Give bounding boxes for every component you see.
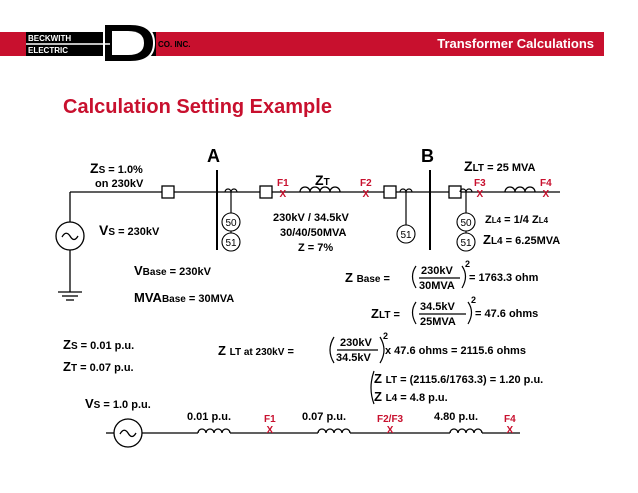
- pu-vs-value: = 1.0 p.u.: [100, 399, 151, 411]
- eq-zlt-pu-symbol: Z: [374, 371, 382, 386]
- fault-f3: [474, 178, 486, 200]
- paren-zbase-right: [462, 266, 466, 288]
- pu-zs-symbol: Z: [63, 337, 71, 352]
- header-title: Transformer Calculations: [437, 36, 594, 51]
- zlt-symbol: Z: [464, 158, 473, 174]
- zlt-sub: LT: [472, 163, 485, 174]
- xfmr-rating: 30/40/50MVA: [280, 227, 347, 239]
- zl4-mva-sub: L4: [490, 236, 503, 247]
- logo-line1: BECKWITH: [28, 34, 72, 43]
- fault-f1-label: F1: [277, 178, 289, 189]
- pu-zs-value: = 0.01 p.u.: [77, 340, 135, 352]
- pu-vs-label: [85, 396, 151, 411]
- zl4-ratio-text: = 1/4 Z: [501, 214, 539, 226]
- mvabase-sub: Base: [161, 294, 186, 305]
- pu-zt-value: = 0.07 p.u.: [77, 362, 134, 374]
- eq-zl4-pu-sub: L4: [385, 393, 398, 404]
- pu-impedance-zl: 4.80 p.u.: [434, 411, 479, 423]
- eq-zl4-pu-symbol: Z: [374, 389, 382, 404]
- zt-sub: T: [323, 177, 330, 188]
- relay-label-5: 51: [460, 238, 472, 249]
- pu-source-wave: [120, 430, 136, 436]
- eq-zbase-exp: 2: [465, 259, 471, 269]
- zl4-ratio-sub: L4: [491, 216, 502, 225]
- breaker-4: [449, 186, 461, 198]
- eq-zlt230-result: x 47.6 ohms = 2115.6 ohms: [385, 345, 526, 357]
- pu-zt-label: [63, 359, 134, 374]
- zlt-value: = 25 MVA: [484, 162, 536, 174]
- source-vs-label: [99, 222, 159, 238]
- eq-zbase-result: = 1763.3 ohm: [469, 272, 539, 284]
- eq-zlt230-exp: 2: [383, 331, 389, 341]
- eq-zbase-sub: Base: [356, 274, 381, 285]
- eq-zlt-num: 34.5kV: [420, 301, 455, 313]
- relay-label-1: 50: [225, 218, 237, 229]
- eq-zlt-symbol: Z: [371, 306, 379, 321]
- zl4-ratio-symbol: Z: [485, 214, 492, 226]
- eq-zlt-pu-rhs: = (2115.6/1763.3) = 1.20 p.u.: [397, 374, 544, 386]
- pu-fault-f4-mark: X: [506, 425, 514, 436]
- pu-fault-f4-label: F4: [504, 414, 516, 425]
- eq-zl4-pu: [374, 389, 448, 404]
- fault-f4-mark: X: [542, 189, 550, 200]
- zl4-ratio-label: [485, 214, 548, 226]
- eq-zlt230-den: 34.5kV: [336, 352, 371, 364]
- fault-f1: [277, 178, 289, 200]
- source-zs-label: [90, 160, 143, 176]
- eq-zlt230-lhs: [218, 343, 294, 358]
- eq-zlt-eq: =: [390, 309, 400, 321]
- pu-fault-f1: [264, 414, 276, 436]
- pu-zl-inductor: [450, 429, 482, 433]
- fault-f1-mark: X: [279, 189, 287, 200]
- source-zs-value: = 1.0%: [105, 164, 143, 176]
- relay-label-3: 51: [400, 230, 412, 241]
- vbase-symbol: V: [134, 263, 143, 278]
- mvabase-value: = 30MVA: [185, 293, 235, 305]
- logo-line2: ELECTRIC: [28, 46, 68, 55]
- eq-zlt230-sub: LT at 230kV: [229, 347, 285, 358]
- zlt-label: [464, 158, 536, 174]
- slide-title: Calculation Setting Example: [63, 96, 332, 118]
- breaker-3: [384, 186, 396, 198]
- pu-impedance-zs: 0.01 p.u.: [187, 411, 232, 423]
- eq-zbase-symbol: Z: [345, 270, 353, 285]
- zl4-mva-value: = 6.25MVA: [502, 235, 561, 247]
- xfmr-voltage: 230kV / 34.5kV: [273, 212, 349, 224]
- breaker-2: [260, 186, 272, 198]
- eq-zlt-den: 25MVA: [420, 316, 456, 328]
- zl4-mva-symbol: Z: [483, 232, 491, 247]
- source-zs-symbol: Z: [90, 160, 99, 176]
- eq-zl4-pu-rhs: = 4.8 p.u.: [397, 392, 448, 404]
- pu-zt-sub: T: [70, 363, 78, 374]
- eq-zlt-pu-sub: LT: [385, 375, 398, 386]
- zl4-mva-label: [483, 232, 560, 247]
- eq-zlt-exp: 2: [471, 295, 477, 305]
- logo-suffix: CO. INC.: [158, 40, 191, 49]
- fault-f3-label: F3: [474, 178, 486, 189]
- eq-zlt-lhs: [371, 306, 400, 321]
- eq-zbase-num: 230kV: [421, 265, 453, 277]
- source-vs-sub: S: [108, 227, 116, 238]
- fault-f2-label: F2: [360, 178, 372, 189]
- pu-zt-inductor: [318, 429, 350, 433]
- source-vs-symbol: V: [99, 222, 109, 238]
- vbase-value: = 230kV: [166, 266, 211, 278]
- eq-zbase-eq: =: [380, 273, 390, 285]
- breaker-1: [162, 186, 174, 198]
- pu-fault-f2f3: [377, 414, 403, 436]
- eq-zlt-pu: [374, 371, 543, 386]
- zl4-ratio-sub2: L4: [538, 216, 549, 225]
- zlt-inductor: [505, 187, 535, 192]
- fault-f2: [360, 178, 372, 200]
- relay-label-4: 50: [460, 218, 472, 229]
- pu-zs-inductor: [198, 429, 230, 433]
- zt-label: [315, 172, 330, 188]
- eq-zlt230-symbol: Z: [218, 343, 226, 358]
- pu-fault-f2f3-mark: X: [386, 425, 394, 436]
- vbase-sub: Base: [142, 267, 167, 278]
- pu-impedance-zt: 0.07 p.u.: [302, 411, 347, 423]
- paren-zlt230-left: [330, 337, 334, 363]
- bus-b-label: B: [421, 146, 434, 166]
- bus-a-label: A: [207, 146, 220, 166]
- mvabase-label: [134, 290, 234, 305]
- mvabase-symbol: MVA: [134, 290, 162, 305]
- paren-zlt-left: [413, 302, 417, 324]
- paren-zlt-right: [468, 302, 472, 324]
- eq-zlt-sub: LT: [378, 310, 391, 321]
- pu-vs-symbol: V: [85, 396, 94, 411]
- source-wave: [62, 233, 78, 239]
- zt-symbol: Z: [315, 172, 324, 188]
- source-zs-sub: S: [98, 165, 106, 176]
- pu-zs-label: [63, 337, 134, 352]
- pu-fault-f1-mark: X: [266, 425, 274, 436]
- source-vs-value: = 230kV: [115, 226, 160, 238]
- pu-fault-f4: [504, 414, 516, 436]
- xfmr-impedance: Z = 7%: [298, 242, 334, 254]
- eq-zbase-den: 30MVA: [419, 280, 455, 292]
- pu-fault-f2f3-label: F2/F3: [377, 414, 404, 425]
- fault-f2-mark: X: [362, 189, 370, 200]
- source-zs-base: on 230kV: [95, 178, 144, 190]
- eq-zlt230-eq: =: [284, 346, 294, 358]
- fault-f3-mark: X: [476, 189, 484, 200]
- eq-zlt-result: = 47.6 ohms: [475, 308, 539, 320]
- pu-vs-sub: S: [93, 400, 101, 411]
- eq-zbase-lhs: [345, 270, 390, 285]
- fault-f4: [540, 178, 552, 200]
- pu-zs-sub: S: [70, 341, 78, 352]
- pu-zt-symbol: Z: [63, 359, 71, 374]
- fault-f4-label: F4: [540, 178, 552, 189]
- paren-zbase-left: [413, 266, 417, 288]
- pu-fault-f1-label: F1: [264, 414, 276, 425]
- relay-label-2: 51: [225, 238, 237, 249]
- eq-zlt230-num: 230kV: [340, 337, 372, 349]
- vbase-label: [134, 263, 211, 278]
